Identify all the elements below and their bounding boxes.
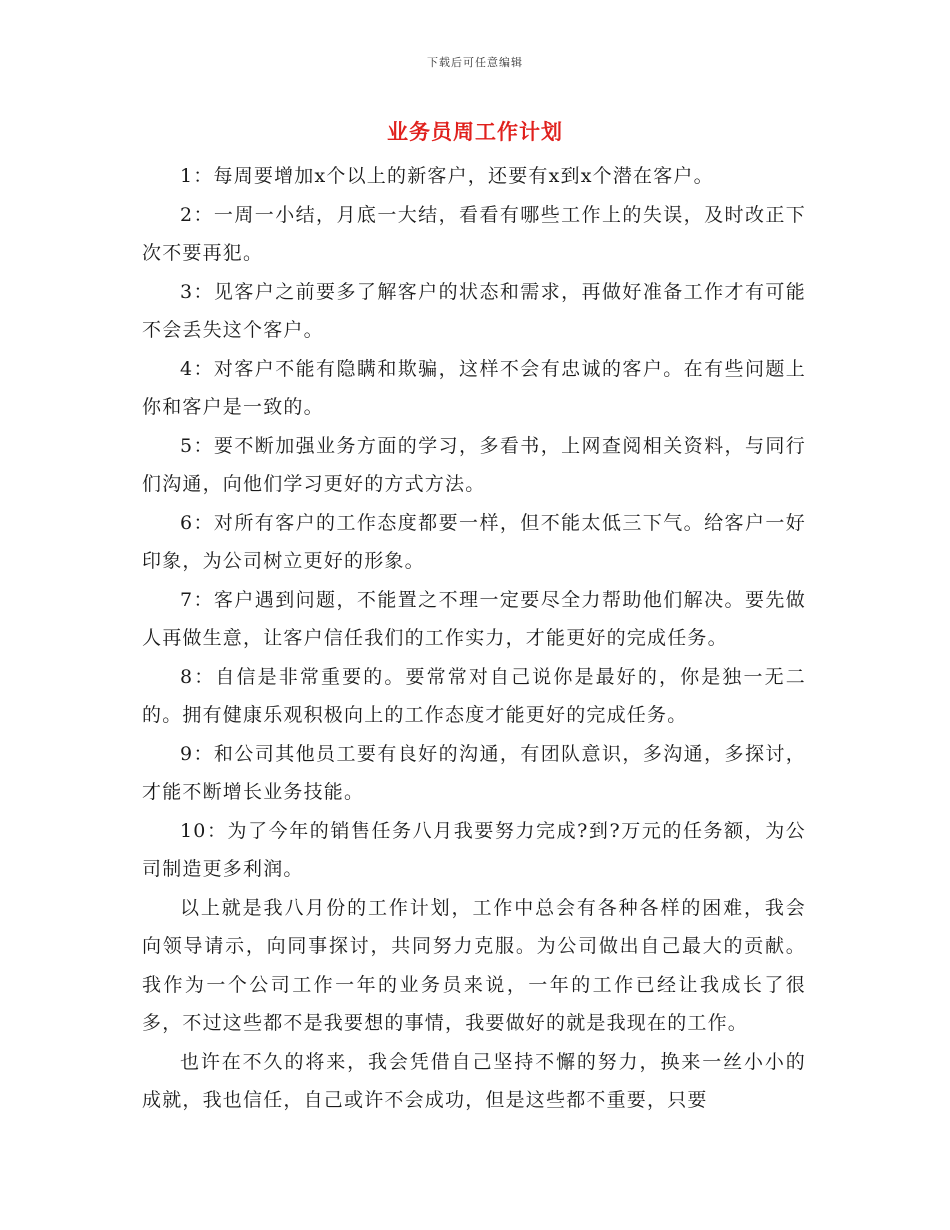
paragraph-closing: 也许在不久的将来，我会凭借自己坚持不懈的努力，换来一丝小小的成就，我也信任，自己或许不会成功，但是这些都不重要，只要 [142, 1050, 806, 1111]
paragraph-8: 8：自信是非常重要的。要常常对自己说你是最好的，你是独一无二的。拥有健康乐观积极向上的工作态度才能更好的完成任务。 [142, 665, 806, 726]
paragraph-10: 10：为了今年的销售任务八月我要努力完成?到?万元的任务额，为公司制造更多利润。 [142, 819, 806, 880]
paragraph-4: 4：对客户不能有隐瞒和欺骗，这样不会有忠诚的客户。在有些问题上你和客户是一致的。 [142, 357, 806, 418]
paragraph-1: 1：每周要增加x个以上的新客户，还要有x到x个潜在客户。 [180, 165, 714, 187]
paragraph-9: 9：和公司其他员工要有良好的沟通，有团队意识，多沟通，多探讨，才能不断增长业务技能。 [142, 742, 806, 803]
document-body [142, 157, 806, 1120]
document-title: 业务员周工作计划 [387, 119, 563, 144]
paragraph-summary: 以上就是我八月份的工作计划，工作中总会有各种各样的困难，我会向领导请示，向同事探讨，共同努力克服。为公司做出自己最大的贡献。我作为一个公司工作一年的业务员来说，一年的工作已经让我成长了很多，不过这些都不是我要想的事情，我要做好的就是我现在的工作。 [142, 896, 806, 1034]
paragraph-3: 3：见客户之前要多了解客户的状态和需求，再做好准备工作才有可能不会丢失这个客户。 [142, 280, 806, 341]
paragraph-6: 6：对所有客户的工作态度都要一样，但不能太低三下气。给客户一好印象，为公司树立更好的形象。 [142, 511, 806, 572]
paragraph-2: 2：一周一小结，月底一大结，看看有哪些工作上的失误，及时改正下次不要再犯。 [142, 203, 806, 264]
header-note: 下载后可任意编辑 [427, 56, 523, 69]
paragraph-5: 5：要不断加强业务方面的学习，多看书，上网查阅相关资料，与同行们沟通，向他们学习更好的方式方法。 [142, 434, 806, 495]
paragraph-7: 7：客户遇到问题，不能置之不理一定要尽全力帮助他们解决。要先做人再做生意，让客户信任我们的工作实力，才能更好的完成任务。 [142, 588, 806, 649]
